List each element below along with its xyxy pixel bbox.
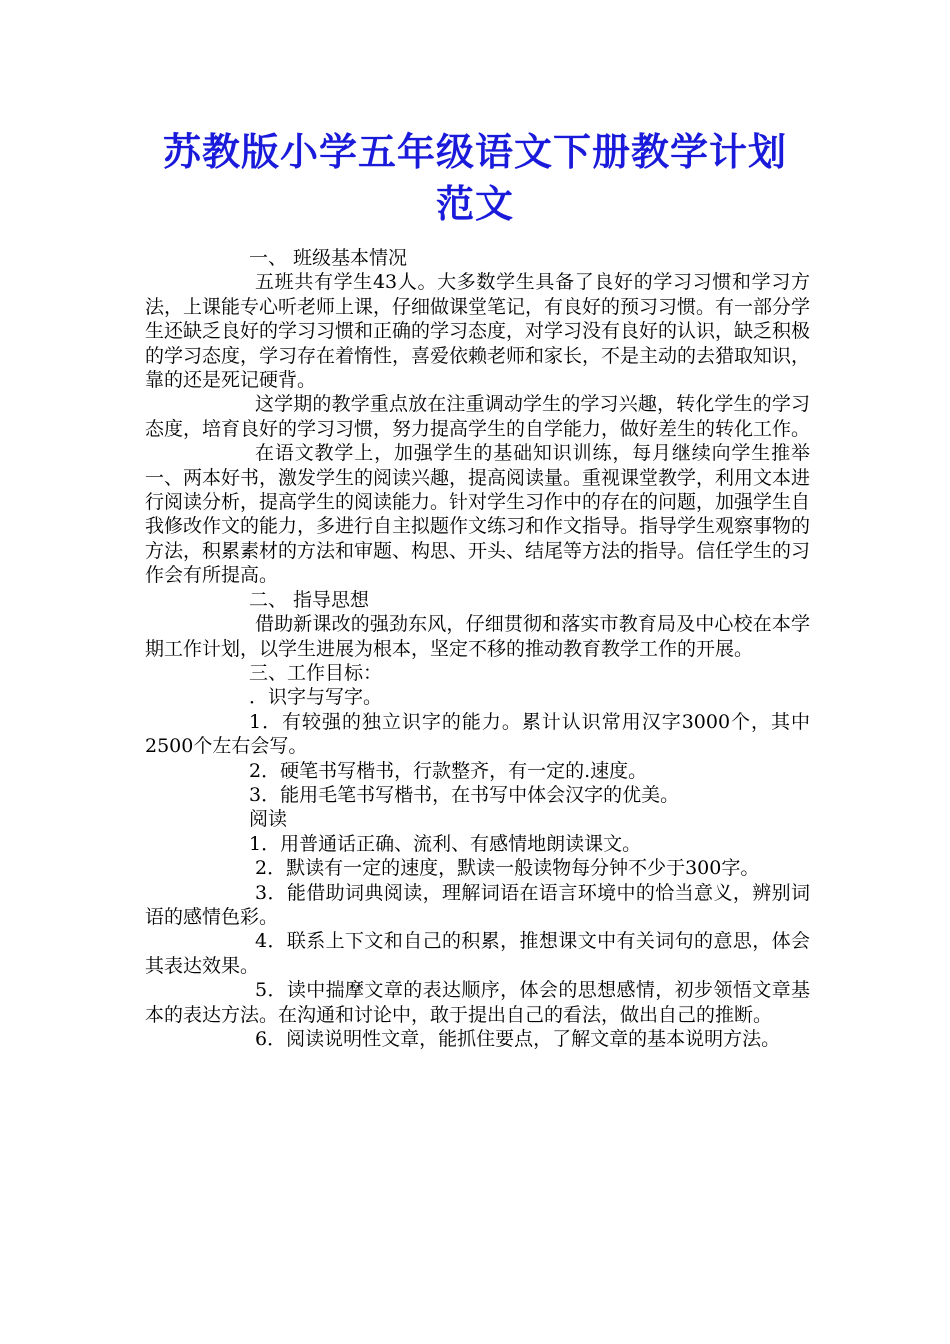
subheading-reading: 阅读 — [249, 808, 288, 831]
section-heading-work-goals: 三、工作目标： — [249, 661, 383, 684]
list-item: 6．阅读说明性文章，能抓住要点，了解文章的基本说明方法。 — [255, 1028, 781, 1050]
document-body — [145, 246, 810, 1051]
paragraph-guiding-ideology: 借助新课改的强劲东风，仔细贯彻和落实市教育局及中心校在本学期工作计划，以学生进展为根本，坚定不移的推动教育教学工作的开展。 — [145, 613, 810, 660]
list-item: 5．读中揣摩文章的表达顺序，体会的思想感情，初步领悟文章基本的表达方法。在沟通和讨论中，敢于提出自己的看法，做出自己的推断。 — [145, 979, 810, 1026]
list-item: 2．硬笔书写楷书，行款整齐，有一定的.速度。 — [249, 759, 648, 782]
list-item: 2．默读有一定的速度，默读一般读物每分钟不少于300字。 — [255, 857, 760, 880]
list-item: 1．用普通话正确、流利、有感情地朗读课文。 — [249, 832, 642, 855]
paragraph-chinese-teaching: 在语文教学上，加强学生的基础知识训练，每月继续向学生推举一、两本好书，激发学生的阅读兴趣，提高阅读量。重视课堂教学，利用文本进行阅读分析，提高学生的阅读能力。针对学生习作中的存在的问题，加强学生自我修改作文的能力，多进行自主拟题作文练习和作文指导。指导学生观察事物的方法，积累素材的方法和审题、构思、开头、结尾等方法的指导。信任学生的习作会有所提高。 — [145, 442, 811, 587]
section-heading-guiding-ideology: 二、 指导思想 — [249, 588, 370, 611]
list-item: 3．能用毛笔书写楷书，在书写中体会汉字的优美。 — [249, 783, 680, 806]
list-item: 4．联系上下文和自己的积累，推想课文中有关词句的意思，体会其表达效果。 — [145, 930, 810, 977]
paragraph-teaching-focus: 这学期的教学重点放在注重调动学生的学习兴趣，转化学生的学习态度，培育良好的学习习惯，努力提高学生的自学能力，做好差生的转化工作。 — [145, 393, 811, 440]
subheading-literacy-writing: ．识字与写字。 — [249, 686, 383, 709]
list-item: 1．有较强的独立识字的能力。累计认识常用汉字3000个，其中2500个左右会写。 — [145, 710, 810, 758]
list-item: 3．能借助词典阅读，理解词语在语言环境中的恰当意义，辨别词语的感情色彩。 — [145, 881, 810, 928]
paragraph-class-overview: 五班共有学生43人。大多数学生具备了良好的学习习惯和学习方法，上课能专心听老师上课，仔细做课堂笔记，有良好的预习习惯。有一部分学生还缺乏良好的学习习惯和正确的学习态度，对学习没有良好的认识，缺乏积极的学习态度，学习存在着惰性，喜爱依赖老师和家长，不是主动的去猎取知识，靠的还是死记硬背。 — [145, 271, 811, 392]
page-title: 苏教版小学五年级语文下册教学计划范文 — [162, 129, 787, 226]
section-heading-class-situation: 一、 班级基本情况 — [249, 247, 408, 269]
